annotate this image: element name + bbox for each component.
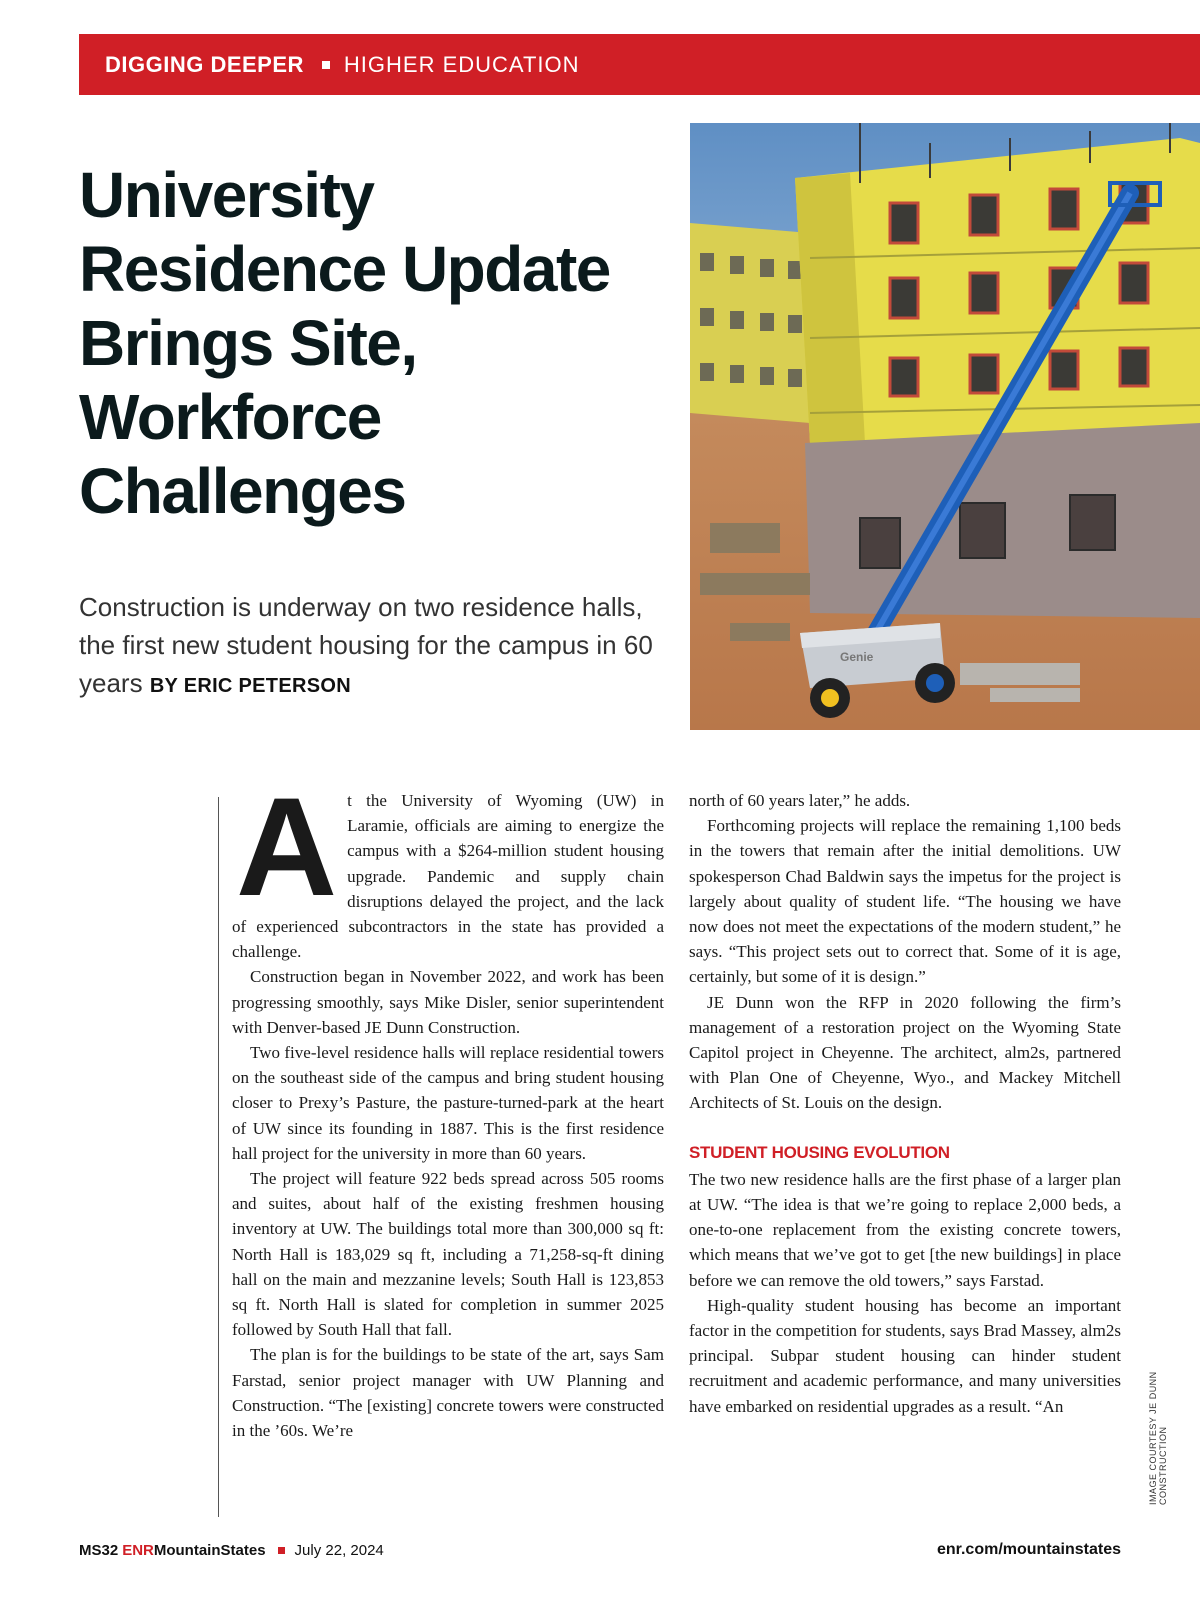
- paragraph: The plan is for the buildings to be state of the art, says Sam Farstad, senior project manager with UW Planning and Construction. “The [existing] concrete towers were constructed in the ’60s. We’re: [232, 1345, 664, 1441]
- column-rule: [218, 797, 219, 1517]
- photo-credit: IMAGE COURTESY JE DUNN CONSTRUCTION: [1148, 1371, 1168, 1505]
- section-subhead: STUDENT HOUSING EVOLUTION: [689, 1142, 950, 1162]
- dek-text: Construction is underway on two residence halls, the first new student housing for the campus in 60 years: [79, 592, 653, 698]
- construction-photo: [690, 123, 1200, 730]
- separator-square-icon: [322, 61, 330, 69]
- paragraph: Construction began in November 2022, and work has been progressing smoothly, says Mike Disler, senior superintendent with Denver-based JE Dunn Construction.: [232, 967, 664, 1037]
- paragraph: t the University of Wyoming (UW) in Laramie, officials are aiming to energize the campus with a $264-million student housing upgrade. Pandemic and supply chain disruptions delayed the project, and the lack of experienced subcontractors in the state has provided a challenge.: [232, 791, 664, 962]
- section-banner: [79, 34, 1200, 95]
- paragraph: JE Dunn won the RFP in 2020 following the firm’s management of a restoration project on the Wyoming State Capitol project in Cheyenne. The architect, alm2s, partnered with Plan One of Cheyenne, Wyo., and Mackey Mitchell Architects of St. Louis on the design.: [689, 992, 1121, 1113]
- byline: BY ERIC PETERSON: [149, 675, 351, 697]
- brand-enr: ENR: [122, 1541, 154, 1559]
- paragraph: Two five-level residence halls will replace residential towers on the southeast side of the campus and bring student housing closer to Prexy’s Pasture, the pasture-turned-park at the heart of UW since its founding in 1887. This is the first residence hall project for the university in more than 60 years.: [232, 1043, 664, 1163]
- article-headline: University Residence Update Brings Site, Workforce Challenges: [79, 159, 610, 527]
- issue-date: July 22, 2024: [294, 1541, 384, 1559]
- paragraph: The two new residence halls are the first phase of a larger plan at UW. “The idea is that we’re going to replace 2,000 beds, a one-to-one replacement from the existing concrete towers, which means that we’ve got to get [the new buildings] in place before we can remove the old towers,” says Farstad.: [689, 1169, 1121, 1290]
- paragraph: High-quality student housing has become an important factor in the competition for students, says Brad Massey, alm2s principal. Subpar student housing can hinder student recruitment and academic performance, and many universities have embarked on residential upgrades as a result. “An: [689, 1295, 1121, 1416]
- site-url-link[interactable]: enr.com/mountainstates: [936, 1541, 1121, 1558]
- separator-square-icon: [278, 1547, 285, 1554]
- paragraph: north of 60 years later,” he adds.: [689, 791, 911, 810]
- article-column-2: [689, 788, 1121, 1419]
- brand-region: MountainStates: [153, 1541, 266, 1559]
- article-dek: [79, 588, 659, 705]
- section-label: DIGGING DEEPER: [105, 51, 304, 77]
- paragraph: The project will feature 922 beds spread across 505 rooms and suites, about half of the existing freshmen housing inventory at UW. The buildings total more than 300,000 sq ft: North Hall is 183,029 sq ft, including a 71,258-sq-ft dining hall on the main and mezzanine levels; South Hall is 123,853 sq ft. North Hall is slated for completion in summer 2025 followed by South Hall that fall.: [232, 1169, 664, 1340]
- page-folio: MS32: [79, 1541, 119, 1559]
- subsection-label: HIGHER EDUCATION: [343, 51, 580, 77]
- paragraph: Forthcoming projects will replace the remaining 1,100 beds in the towers that remain after the initial demolitions. UW spokesperson Chad Baldwin says the impetus for the project is largely about quality of student life. “The housing we have now does not meet the expectations of the modern student,” he says. “This project sets out to correct that. Some of it is age, certainly, but some of it is design.”: [689, 816, 1121, 987]
- page-footer: [79, 1538, 1121, 1562]
- lift-brand-text: Genie: [840, 650, 874, 664]
- drop-cap: A: [236, 768, 338, 925]
- article-column-1: [232, 768, 664, 1443]
